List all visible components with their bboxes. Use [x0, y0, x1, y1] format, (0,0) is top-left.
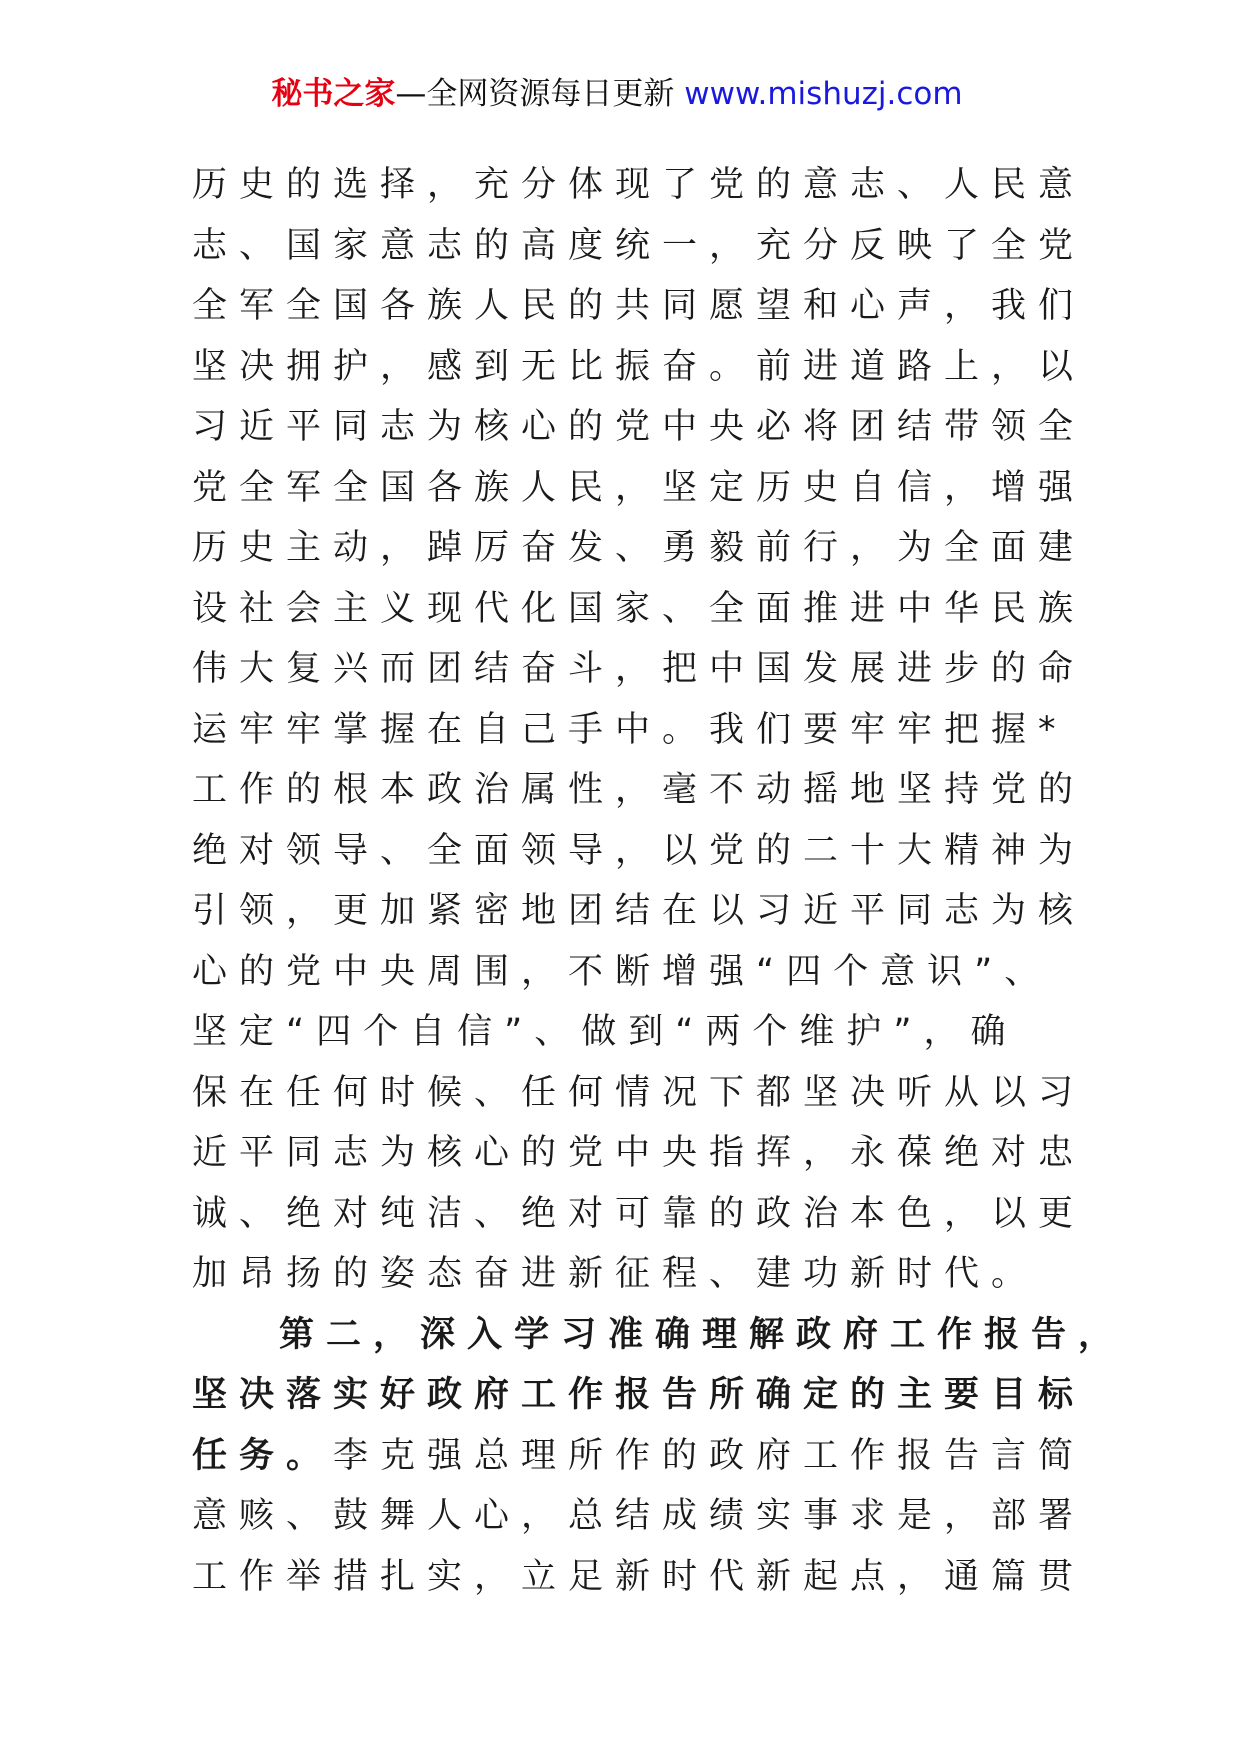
- text-line: [192, 155, 1086, 216]
- paragraph-text: 诚、绝对纯洁、绝对可靠的政治本色，以更: [192, 1193, 1086, 1234]
- site-url-link[interactable]: www.mishuzj.com: [684, 76, 963, 112]
- paragraph-text: 保在任何时候、任何情况下都坚决听从以习: [192, 1072, 1086, 1113]
- paragraph-text: 习近平同志为核心的党中央必将团结带领全: [192, 407, 1086, 447]
- text-line: [192, 337, 1086, 398]
- text-line: [192, 1426, 1086, 1487]
- text-line: [192, 276, 1086, 337]
- bold-heading-text: 坚决落实好政府工作报告所确定的主要目标: [192, 1375, 1086, 1415]
- text-line: [192, 458, 1086, 519]
- text-line: [192, 881, 1086, 942]
- text-line: [192, 700, 1068, 761]
- paragraph-text: 历史的选择，充分体现了党的意志、人民意: [192, 165, 1086, 205]
- text-line: [192, 1123, 1086, 1184]
- bold-heading-text: 第二，深入学习准确理解政府工作报告，: [279, 1314, 1126, 1355]
- page-header: [0, 72, 1234, 116]
- text-line: [192, 216, 1086, 277]
- text-line: [192, 1547, 1086, 1608]
- paragraph-text: 全军全国各族人民的共同愿望和心声，我们: [192, 286, 1086, 326]
- site-tagline: —全网资源每日更新: [395, 76, 675, 112]
- text-line: [192, 760, 1086, 821]
- paragraph-text: 心的党中央周围，不断增强“四个意识”、: [192, 951, 1052, 992]
- paragraph-text: 坚定“四个自信”、做到“两个维护”，确: [192, 1012, 1018, 1052]
- text-line: [192, 942, 1052, 1003]
- document-body: [192, 155, 1126, 1607]
- site-brand: 秘书之家: [271, 76, 396, 112]
- bold-heading-text: 任务。: [192, 1435, 334, 1476]
- text-line: [192, 1184, 1086, 1245]
- paragraph-text: 工作的根本政治属性，毫不动摇地坚持党的: [192, 770, 1086, 810]
- paragraph-text: 党全军全国各族人民，坚定历史自信，增强: [192, 467, 1086, 508]
- text-line: [192, 579, 1086, 640]
- paragraph-text: 坚决拥护，感到无比振奋。前进道路上，以: [192, 346, 1086, 387]
- paragraph-text: 工作举措扎实，立足新时代新起点，通篇贯: [192, 1556, 1086, 1597]
- text-line: [192, 397, 1086, 458]
- paragraph-text: 设社会主义现代化国家、全面推进中华民族: [192, 588, 1086, 629]
- paragraph-text: 加昂扬的姿态奋进新征程、建功新时代。: [192, 1254, 1039, 1294]
- paragraph-text: 伟大复兴而团结奋斗，把中国发展进步的命: [192, 649, 1086, 689]
- paragraph-text: 引领，更加紧密地团结在以习近平同志为核: [192, 891, 1086, 931]
- text-line: [192, 1486, 1086, 1547]
- paragraph-text: 历史主动，踔厉奋发、勇毅前行，为全面建: [192, 528, 1086, 568]
- text-line: [192, 1002, 1052, 1063]
- paragraph-text: 李克强总理所作的政府工作报告言简: [333, 1435, 1086, 1476]
- text-line: [192, 1365, 1086, 1426]
- paragraph-text: 近平同志为核心的党中央指挥，永葆绝对忠: [192, 1133, 1086, 1173]
- text-line: [192, 1244, 1052, 1305]
- text-line: [192, 1063, 1086, 1124]
- text-line: [192, 821, 1086, 882]
- text-line: [192, 1305, 1126, 1366]
- paragraph-text: 志、国家意志的高度统一，充分反映了全党: [192, 225, 1086, 266]
- paragraph-text: 运牢牢掌握在自己手中。我们要牢牢把握*: [192, 709, 1068, 750]
- text-line: [192, 639, 1086, 700]
- paragraph-text: 意赅、鼓舞人心，总结成绩实事求是，部署: [192, 1496, 1086, 1536]
- text-line: [192, 518, 1086, 579]
- paragraph-text: 绝对领导、全面领导，以党的二十大精神为: [192, 830, 1086, 871]
